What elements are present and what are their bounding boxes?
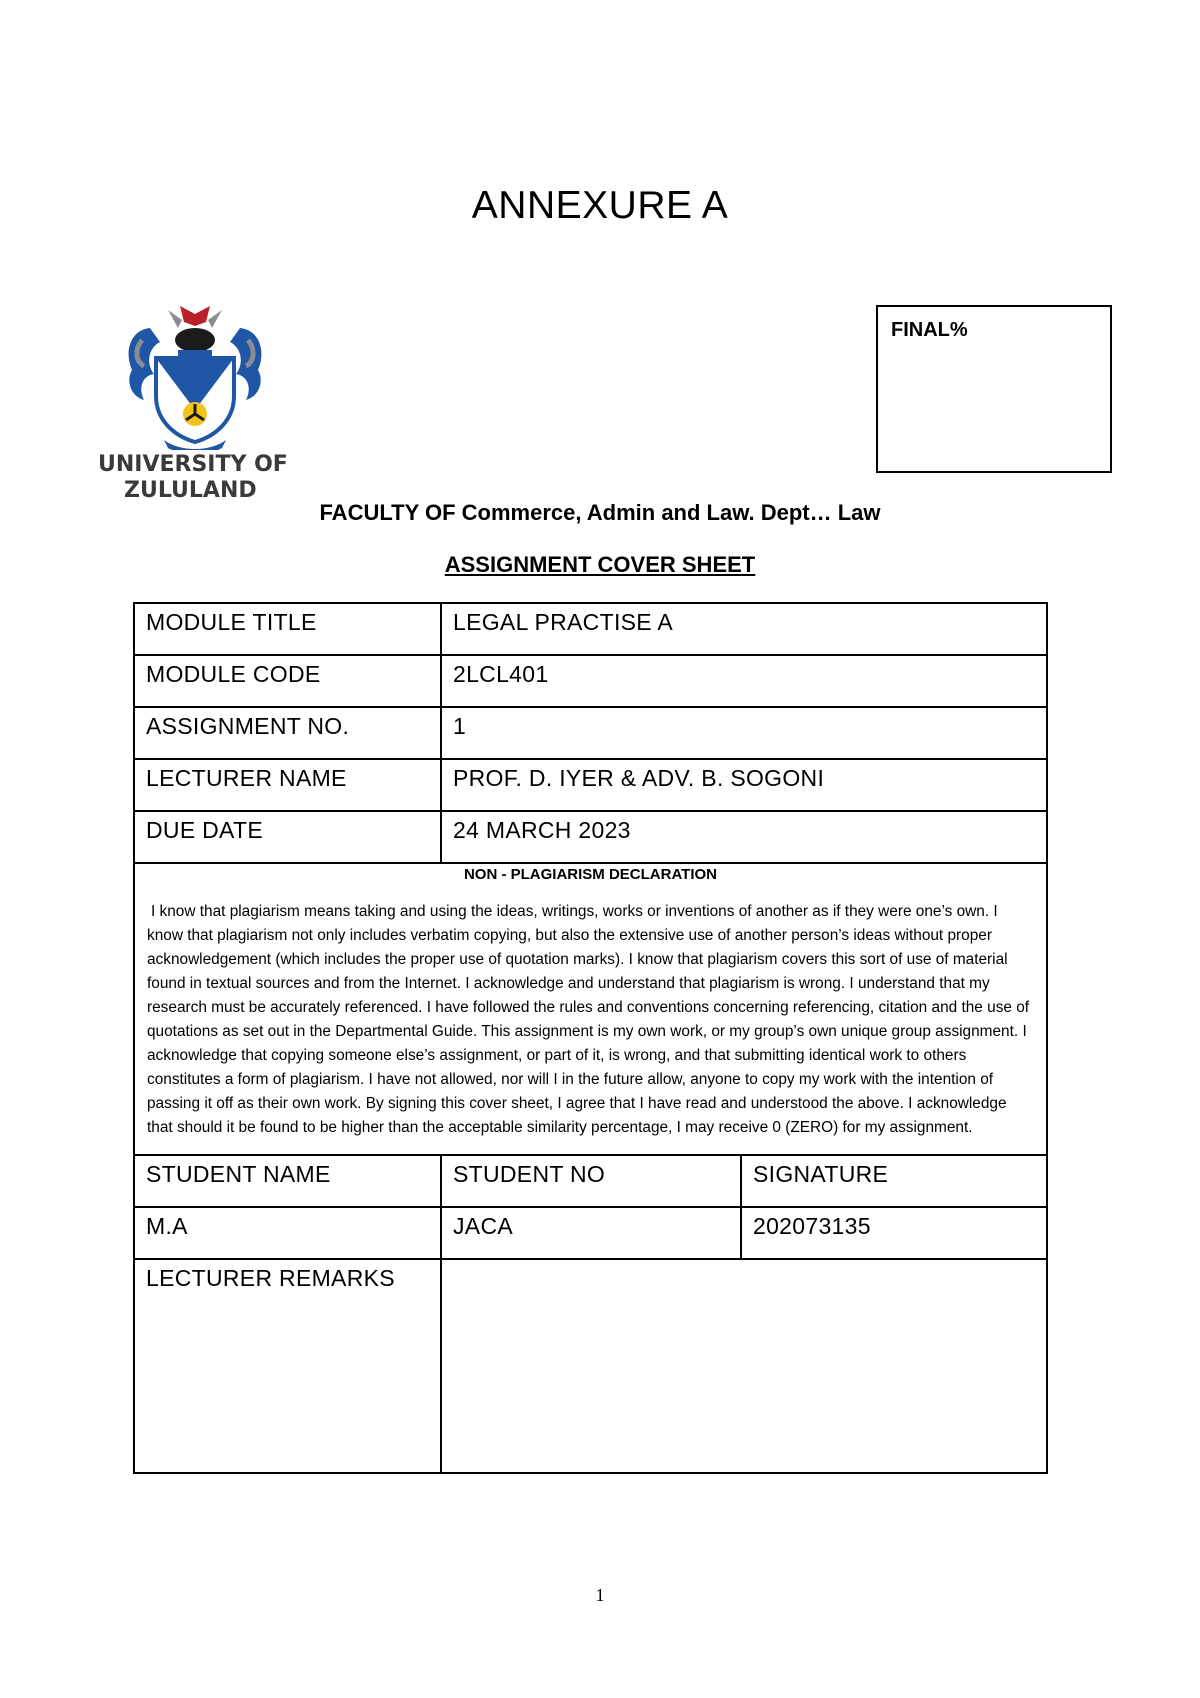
logo-text-line1: UNIVERSITY OF — [98, 452, 288, 477]
assignment-no-label: ASSIGNMENT NO. — [135, 708, 442, 758]
declaration-text: I know that plagiarism means taking and using the ideas, writings, works or inventions of another as if they were one’s own. I know that plagiarism not only includes verbatim copying, but also the extensive use of another person’s ideas without proper acknowledgement (which includes the proper use of quotation marks). I know that plagiarism covers this sort of use of material found in textual sources and from the Internet. I acknowledge and understand that plagiarism is wrong. I understand that my research must be accurately referenced. I have followed the rules and conventions concerning referencing, citation and the use of quotations as set out in the Departmental Guide. This assignment is my own work, or my group’s own unique group assignment. I acknowledge that copying someone else’s assignment, or part of it, is wrong, and that submitting identical work to others constitutes a form of plagiarism. I have not allowed, nor will I in the future allow, anyone to copy my work with the intention of passing it off as their own work. By signing this cover sheet, I agree that I have read and understood the above. I acknowledge that should it be found to be higher than the acceptable similarity percentage, I may receive 0 (ZERO) for my assignment. — [147, 903, 1030, 1136]
table-row — [135, 656, 1046, 708]
student-no-value: JACA — [442, 1208, 742, 1258]
table-row — [135, 812, 1046, 864]
student-name-header: STUDENT NAME — [135, 1156, 442, 1206]
table-row — [135, 1208, 1046, 1260]
page-number: 1 — [595, 1585, 605, 1605]
plagiarism-declaration — [135, 864, 1046, 1154]
lecturer-remarks-value — [442, 1260, 1046, 1472]
module-code-label: MODULE CODE — [135, 656, 442, 706]
annexure-title: ANNEXURE A — [471, 184, 729, 227]
cover-sheet-title: ASSIGNMENT COVER SHEET — [444, 552, 756, 577]
student-name-value: M.A — [135, 1208, 442, 1258]
final-percent-label: FINAL% — [891, 319, 968, 341]
due-date-value: 24 MARCH 2023 — [453, 817, 631, 843]
assignment-no-value: 1 — [453, 713, 467, 739]
logo-text-line2: ZULULAND — [124, 478, 257, 503]
university-logo — [96, 300, 296, 505]
signature-header: SIGNATURE — [753, 1161, 889, 1187]
table-row — [135, 708, 1046, 760]
lecturer-remarks-label: LECTURER REMARKS — [135, 1260, 442, 1472]
declaration-heading: NON - PLAGIARISM DECLARATION — [463, 866, 718, 883]
final-percent-box — [876, 305, 1112, 473]
signature-value: 202073135 — [753, 1213, 871, 1239]
table-row — [135, 760, 1046, 812]
module-title-value: LEGAL PRACTISE A — [453, 609, 673, 635]
faculty-line: FACULTY OF Commerce, Admin and Law. Dept… Law — [319, 500, 881, 525]
table-row — [135, 1156, 1046, 1208]
student-no-header: STUDENT NO — [442, 1156, 742, 1206]
university-crest-icon — [120, 300, 270, 450]
cover-sheet-table — [133, 602, 1048, 1474]
due-date-label: DUE DATE — [135, 812, 442, 862]
module-title-label: MODULE TITLE — [135, 604, 442, 654]
module-code-value: 2LCL401 — [453, 661, 549, 687]
declaration-row — [135, 864, 1046, 1156]
table-row — [135, 1260, 1046, 1472]
lecturer-name-label: LECTURER NAME — [135, 760, 442, 810]
table-row — [135, 604, 1046, 656]
lecturer-name-value: PROF. D. IYER & ADV. B. SOGONI — [453, 765, 825, 791]
